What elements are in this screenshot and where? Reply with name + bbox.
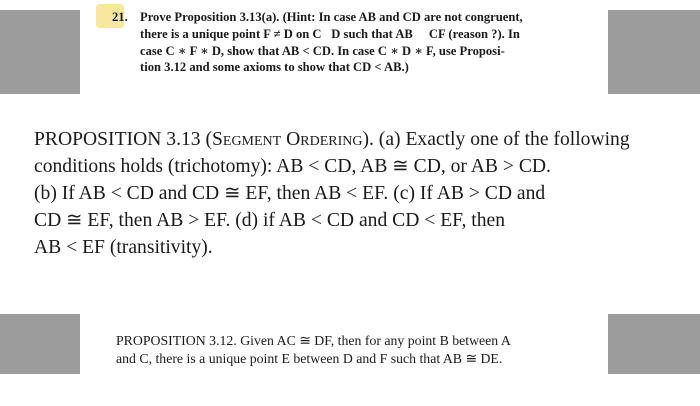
prop313-line-1: PROPOSITION 3.13 (Segment Ordering). (a) Exactly one of the following [34, 129, 630, 150]
prop313-line-2: conditions holds (trichotomy): AB < CD, AB ≅ CD, or AB > CD. [34, 156, 551, 177]
prop312-heading: PROPOSITION 3.12. [116, 333, 237, 348]
right-bar-top [608, 10, 700, 94]
proposition-3-13 [34, 126, 674, 261]
right-bar-bottom [608, 314, 700, 374]
prop313-line-3: (b) If AB < CD and CD ≅ EF, then AB < EF. (c) If AB > CD and [34, 183, 546, 204]
exercise-line-1: 21. Prove Proposition 3.13(a). (Hint: In case AB and CD are not congruent, [112, 10, 523, 24]
exercise-21 [112, 9, 582, 76]
prop313-line-4: CD ≅ EF, then AB > EF. (d) if AB < CD and CD < EF, then [34, 210, 506, 231]
prop312-line-2: and C, there is a unique point E between D and F such that AB ≅ DE. [116, 351, 503, 366]
prop313-heading: PROPOSITION 3.13 (Segment Ordering). [34, 129, 374, 150]
exercise-number: 21. [112, 10, 128, 24]
prop312-line-1: PROPOSITION 3.12. Given AC ≅ DF, then for any point B between A [116, 333, 511, 348]
prop313-line-5: AB < EF (transitivity). [34, 237, 213, 258]
left-bar-bottom [0, 314, 80, 374]
exercise-line-2: there is a unique point F ≠ D on C⃗D such that AB ≅ CF (reason ?). In [140, 26, 520, 41]
exercise-line-3: case C ∗ F ∗ D, show that AB < CD. In case C ∗ D ∗ F, use Proposi- [140, 43, 505, 58]
left-bar-top [0, 10, 80, 94]
proposition-3-12 [116, 332, 586, 368]
exercise-line-4: tion 3.12 and some axioms to show that CD < AB.) [140, 60, 409, 75]
